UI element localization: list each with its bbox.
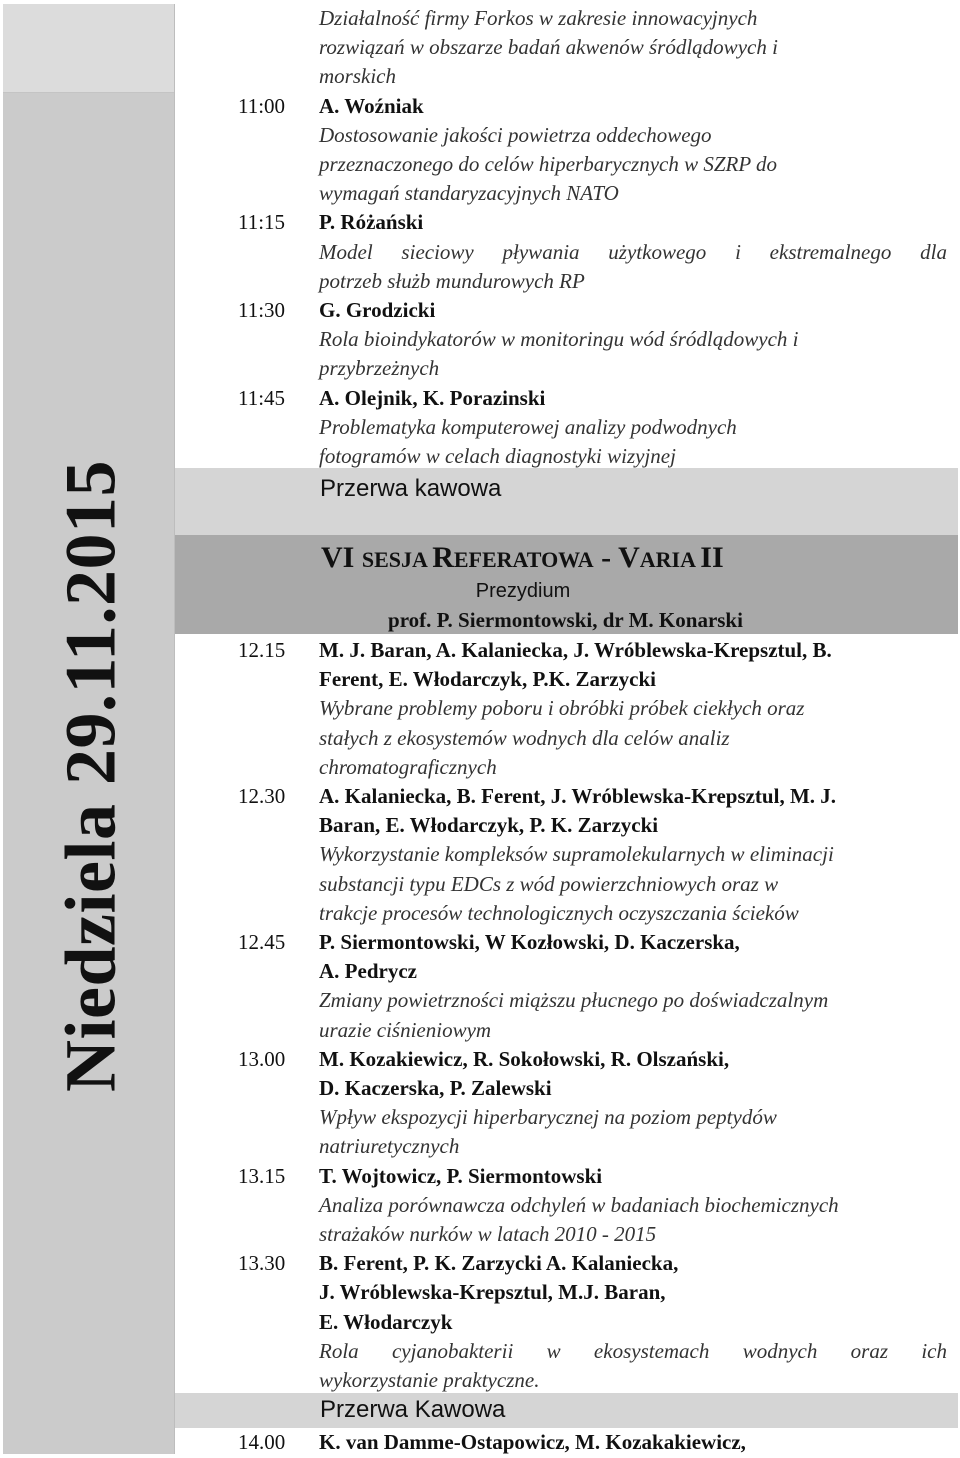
session-title-part: R <box>432 541 454 574</box>
entry-title: wymagań standaryzacyjnych NATO <box>319 181 619 206</box>
entry-authors: A. Olejnik, K. Porazinski <box>319 385 546 410</box>
entry-authors: Ferent, E. Włodarczyk, P.K. Zarzycki <box>319 667 656 692</box>
programme-entry <box>232 1428 950 1457</box>
entry-title: Wybrane problemy poboru i obróbki próbek ciekłych oraz <box>319 696 805 721</box>
entry-line <box>232 4 950 33</box>
entry-line <box>232 442 950 471</box>
entry-title: wykorzystanie praktyczne. <box>319 1368 540 1392</box>
entry-title: strażaków nurków w latach 2010 - 2015 <box>319 1222 657 1246</box>
entry-line <box>232 1191 950 1220</box>
entry-line <box>232 1337 950 1366</box>
entry-title: chromatograficznych <box>319 754 497 779</box>
entry-line <box>232 1278 950 1307</box>
entry-line <box>232 1220 950 1249</box>
session-title-part: - <box>593 541 619 574</box>
session-number: VI <box>321 541 362 574</box>
entry-time: 13.30 <box>238 1251 286 1276</box>
session-title-part: ESJA <box>374 547 433 572</box>
entry-line <box>232 1249 950 1278</box>
entry-authors: G. Grodzicki <box>319 298 436 322</box>
coffee-break-band <box>175 468 958 535</box>
entry-authors: P. Różański <box>319 210 424 235</box>
entry-line <box>232 179 950 208</box>
entry-line <box>232 636 950 665</box>
entry-line <box>232 811 950 840</box>
coffee-break-band-2 <box>175 1393 958 1428</box>
entry-title: fotogramów w celach diagnostyki wizyjnej <box>319 444 676 468</box>
entry-title: trakcje procesów technologicznych oczyszczania ścieków <box>319 900 799 925</box>
entry-authors: K. van Damme-Ostapowicz, M. Kozakakiewicz, <box>319 1430 746 1454</box>
entry-title: natriuretycznych <box>319 1134 460 1159</box>
entry-title: Wpływ ekspozycji hiperbarycznej na poziom peptydów <box>319 1105 777 1130</box>
entry-authors: Baran, E. Włodarczyk, P. K. Zarzycki <box>319 813 659 838</box>
entry-title: Wykorzystanie kompleksów supramolekularnych w eliminacji <box>319 842 834 867</box>
entry-authors: A. Pedrycz <box>319 959 417 984</box>
entry-authors: E. Włodarczyk <box>319 1309 453 1334</box>
presidium-label: Prezydium <box>475 580 571 602</box>
entry-line <box>232 384 950 413</box>
entry-line <box>232 92 950 121</box>
entry-authors: M. J. Baran, A. Kalaniecka, J. Wróblewska-Krepsztul, B. <box>319 638 832 662</box>
entry-line <box>232 870 950 899</box>
entry-authors: M. Kozakiewicz, R. Sokołowski, R. Olszański, <box>319 1046 730 1071</box>
entry-title: Rola bioindykatorów w monitoringu wód śródlądowych i <box>319 327 799 352</box>
entry-authors: A. Kalaniecka, B. Ferent, J. Wróblewska-Krepsztul, M. J. <box>319 784 837 808</box>
entry-authors: J. Wróblewska-Krepsztul, M.J. Baran, <box>319 1280 666 1305</box>
entry-line <box>232 840 950 869</box>
coffee-break-title: Przerwa kawowa <box>320 475 502 502</box>
session-title-part: II <box>700 541 724 574</box>
date-sidebar <box>3 4 175 1454</box>
entry-line <box>232 782 950 811</box>
entry-line <box>232 1366 950 1395</box>
entry-title: przybrzeżnych <box>319 356 440 381</box>
entry-title: Analiza porównawcza odchyleń w badaniach biochemicznych <box>319 1192 839 1217</box>
entry-time: 11:00 <box>238 93 286 118</box>
entry-line <box>232 238 950 267</box>
entry-authors: B. Ferent, P. K. Zarzycki A. Kalaniecka, <box>319 1251 679 1276</box>
entry-time: 12.15 <box>238 638 286 662</box>
entry-line <box>232 121 950 150</box>
entry-authors: T. Wojtowicz, P. Siermontowski <box>319 1163 603 1188</box>
entry-line <box>232 928 950 957</box>
entry-line <box>232 665 950 694</box>
session-title-part: ARIA <box>639 547 701 572</box>
session-title <box>321 540 724 578</box>
entry-time: 11:15 <box>238 210 286 235</box>
entry-title: potrzeb służb mundurowych RP <box>319 268 585 293</box>
entry-line <box>232 694 950 723</box>
entry-line <box>232 986 950 1015</box>
entry-line <box>232 753 950 782</box>
sidebar-header-block <box>3 4 174 93</box>
entry-line <box>232 1045 950 1074</box>
entry-title: Dostosowanie jakości powietrza oddechowego <box>319 122 712 147</box>
entry-line <box>232 267 950 296</box>
entry-time: 14.00 <box>238 1430 286 1454</box>
entry-line <box>232 33 950 62</box>
entry-time: 11:45 <box>238 385 286 410</box>
entry-line <box>232 150 950 179</box>
entry-authors: A. Woźniak <box>319 93 424 118</box>
entry-title: urazie ciśnieniowym <box>319 1017 492 1042</box>
entry-line <box>232 1074 950 1103</box>
entry-title: stałych z ekosystemów wodnych dla celów analiz <box>319 725 730 750</box>
entry-title: Rola cyjanobakterii w ekosystemach wodnych oraz ich <box>319 1338 947 1363</box>
entry-line <box>232 413 950 442</box>
coffee-break-title-2: Przerwa Kawowa <box>320 1396 506 1423</box>
entry-time: 12.45 <box>238 930 286 954</box>
entry-time: 13.00 <box>238 1046 286 1071</box>
entry-title: Działalność firmy Forkos w zakresie innowacyjnych <box>319 6 758 30</box>
entry-time: 13.15 <box>238 1163 286 1188</box>
entry-line <box>232 1016 950 1045</box>
entry-line <box>232 325 950 354</box>
entry-line <box>232 208 950 237</box>
entry-line <box>232 957 950 986</box>
entry-title: Zmiany powietrzności miąższu płucnego po doświadczalnym <box>319 988 829 1013</box>
session-title-part: V <box>618 541 640 574</box>
entry-title: rozwiązań w obszarze badań akwenów śródlądowych i <box>319 35 778 60</box>
session-title-part: S <box>361 547 375 572</box>
entry-time: 12.30 <box>238 784 286 808</box>
entry-title: przeznaczonego do celów hiperbarycznych w SZRP do <box>319 152 778 176</box>
entry-line <box>232 1103 950 1132</box>
session-chairs: prof. P. Siermontowski, dr M. Konarski <box>388 608 743 632</box>
entry-title: Model sieciowy pływania użytkowego i ekstremalnego dla <box>319 239 947 264</box>
entry-line <box>232 724 950 753</box>
entry-authors: P. Siermontowski, W Kozłowski, D. Kaczerska, <box>319 930 740 954</box>
entry-line <box>232 354 950 383</box>
entry-title: Problematyka komputerowej analizy podwodnych <box>319 414 737 439</box>
entry-title: substancji typu EDCs z wód powierzchniowych oraz w <box>319 871 779 896</box>
entry-line <box>232 62 950 91</box>
entry-line <box>232 1132 950 1161</box>
entry-title: morskich <box>319 64 396 89</box>
entry-line <box>232 1308 950 1337</box>
day-date-label: Niedziela 29.11.2015 <box>50 460 131 1092</box>
entry-time: 11:30 <box>238 298 286 322</box>
session-title-part: EFERATOWA <box>453 547 594 572</box>
entry-line <box>232 899 950 928</box>
entry-line <box>232 296 950 325</box>
entry-authors: D. Kaczerska, P. Zalewski <box>319 1076 552 1100</box>
entry-line <box>232 1162 950 1191</box>
